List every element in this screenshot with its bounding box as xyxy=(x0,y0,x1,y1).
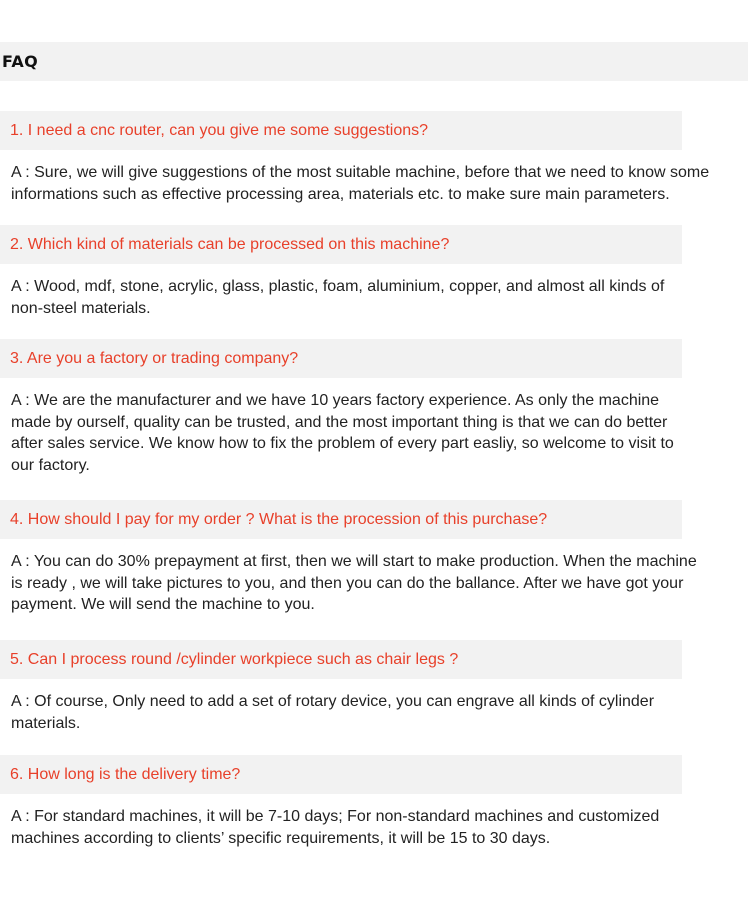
faq-question-4 xyxy=(0,500,682,539)
faq-answer-4: A : You can do 30% prepayment at first, then we will start to make production. When the machine is ready , we will take pictures to you, and then you can do the ballance. After we have got your payment. We will send the machine to you. xyxy=(11,553,697,613)
question-text: 4. How should I pay for my order ? What is the procession of this purchase? xyxy=(10,511,548,528)
faq-answer-1: A : Sure, we will give suggestions of the most suitable machine, before that we need to know some informations such as effective processing area, materials etc. to make sure main parameters. xyxy=(11,164,710,203)
faq-question-1 xyxy=(0,111,682,150)
question-text: 5. Can I process round /cylinder workpiece such as chair legs ? xyxy=(10,651,459,668)
faq-answer-6: A : For standard machines, it will be 7-10 days; For non-standard machines and customized machines according to clients’ specific requirements, it will be 15 to 30 days. xyxy=(11,808,660,847)
faq-question-2 xyxy=(0,225,682,264)
question-text: 2. Which kind of materials can be processed on this machine? xyxy=(10,236,450,253)
faq-header xyxy=(0,42,748,81)
question-text: 1. I need a cnc router, can you give me some suggestions? xyxy=(10,122,429,139)
faq-title: FAQ xyxy=(2,52,38,71)
question-text: 6. How long is the delivery time? xyxy=(10,766,241,783)
faq-question-5 xyxy=(0,640,682,679)
faq-answer-3: A : We are the manufacturer and we have 10 years factory experience. As only the machine made by ourself, quality can be trusted, and the most important thing is that we can do better after sales service. We know how to fix the problem of every part easliy, so welcome to visit to our factory. xyxy=(11,392,674,474)
faq-answer-5: A : Of course, Only need to add a set of rotary device, you can engrave all kinds of cylinder materials. xyxy=(11,693,655,732)
faq-question-3 xyxy=(0,339,682,378)
question-text: 3. Are you a factory or trading company? xyxy=(10,350,299,367)
faq-answer-2: A : Wood, mdf, stone, acrylic, glass, plastic, foam, aluminium, copper, and almost all kinds of non-steel materials. xyxy=(11,278,665,317)
faq-question-6 xyxy=(0,755,682,794)
